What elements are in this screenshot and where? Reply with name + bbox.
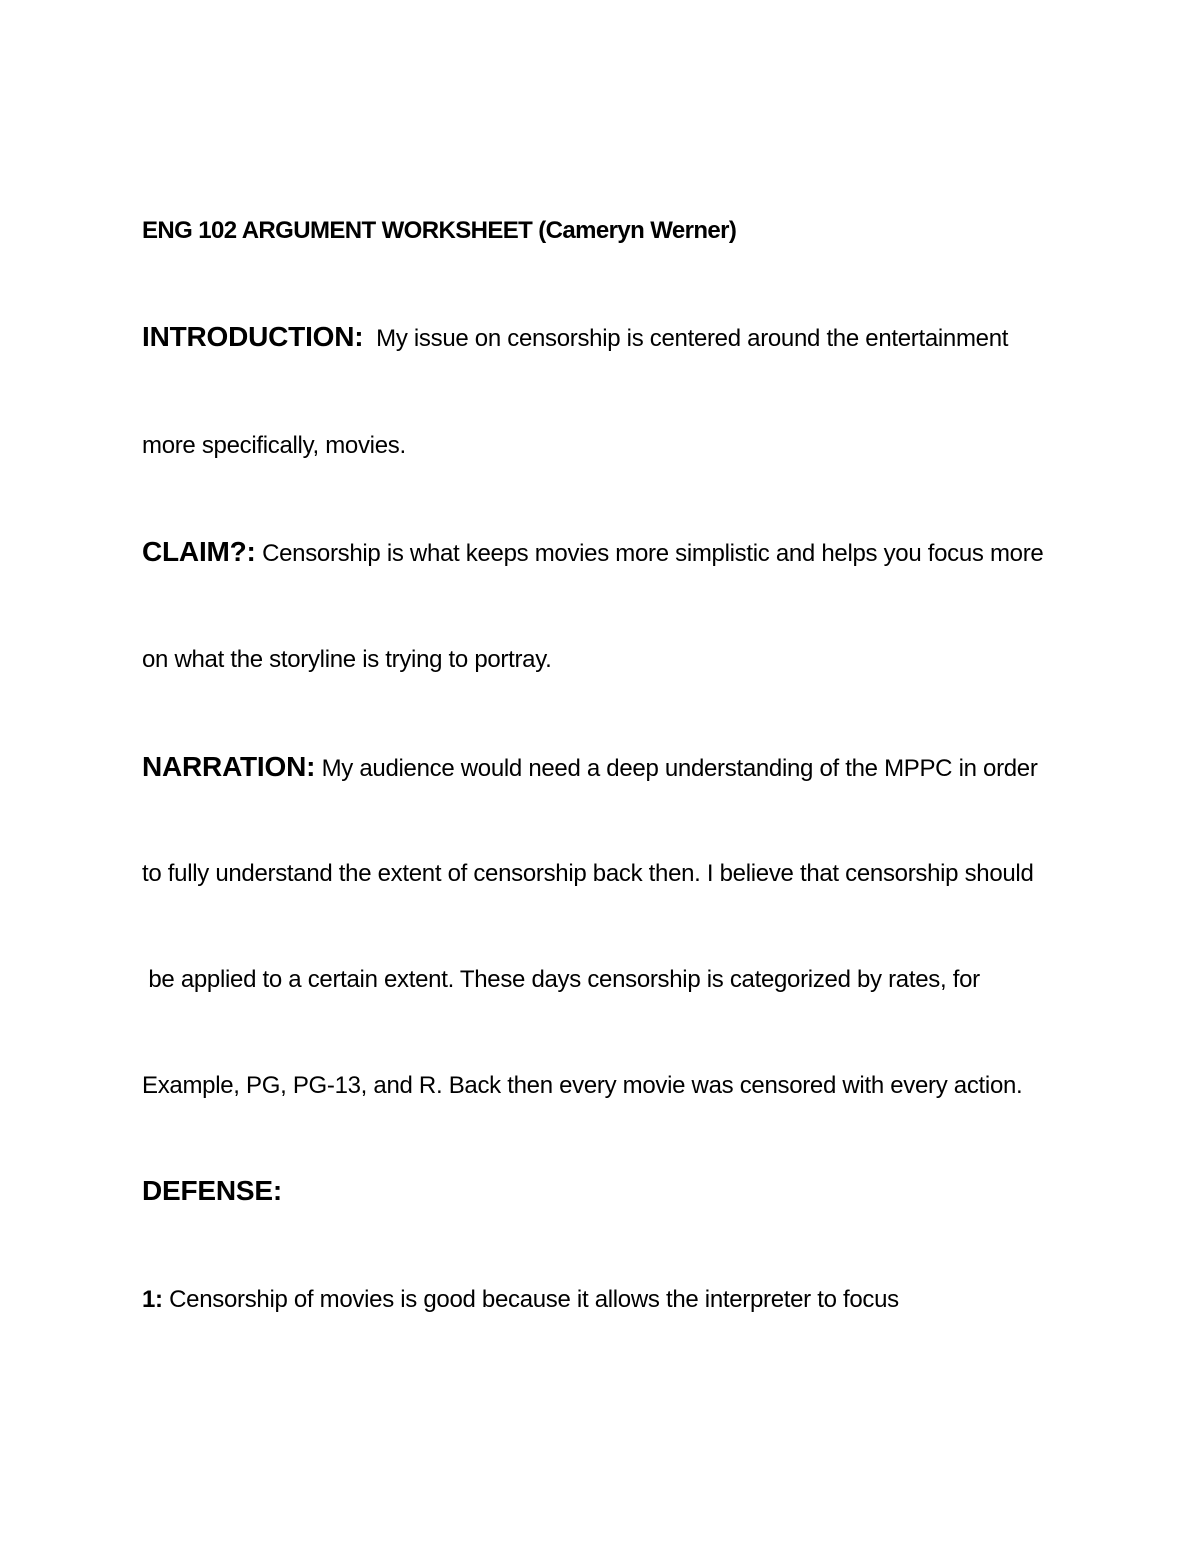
narration-text-3: be applied to a certain extent. These days censorship is categorized by rates, for <box>142 966 980 993</box>
introduction-line-1 <box>142 322 1008 354</box>
introduction-text-2: more specifically, movies. <box>142 432 406 459</box>
claim-text-2: on what the storyline is trying to portray. <box>142 646 552 673</box>
defense-item-1 <box>142 1285 899 1315</box>
document-title: ENG 102 ARGUMENT WORKSHEET (Cameryn Werner) <box>142 217 737 244</box>
defense-heading: DEFENSE: <box>142 1175 282 1206</box>
defense-item-1-text: Censorship of movies is good because it allows the interpreter to focus <box>169 1286 899 1313</box>
introduction-heading: INTRODUCTION: <box>142 321 364 352</box>
introduction-text-1: My issue on censorship is centered around the entertainment <box>376 325 1009 352</box>
claim-heading: CLAIM?: <box>142 536 256 567</box>
narration-text-4: Example, PG, PG-13, and R. Back then every movie was censored with every action. <box>142 1072 1023 1099</box>
narration-text-2: to fully understand the extent of censorship back then. I believe that censorship should <box>142 860 1034 887</box>
claim-text-1: Censorship is what keeps movies more simplistic and helps you focus more <box>262 540 1044 567</box>
claim-line-1 <box>142 537 1043 569</box>
narration-line-1 <box>142 752 1038 784</box>
defense-line <box>142 1176 282 1208</box>
defense-item-1-number: 1: <box>142 1286 163 1313</box>
narration-text-1: My audience would need a deep understanding of the MPPC in order <box>321 755 1038 782</box>
narration-heading: NARRATION: <box>142 751 316 782</box>
